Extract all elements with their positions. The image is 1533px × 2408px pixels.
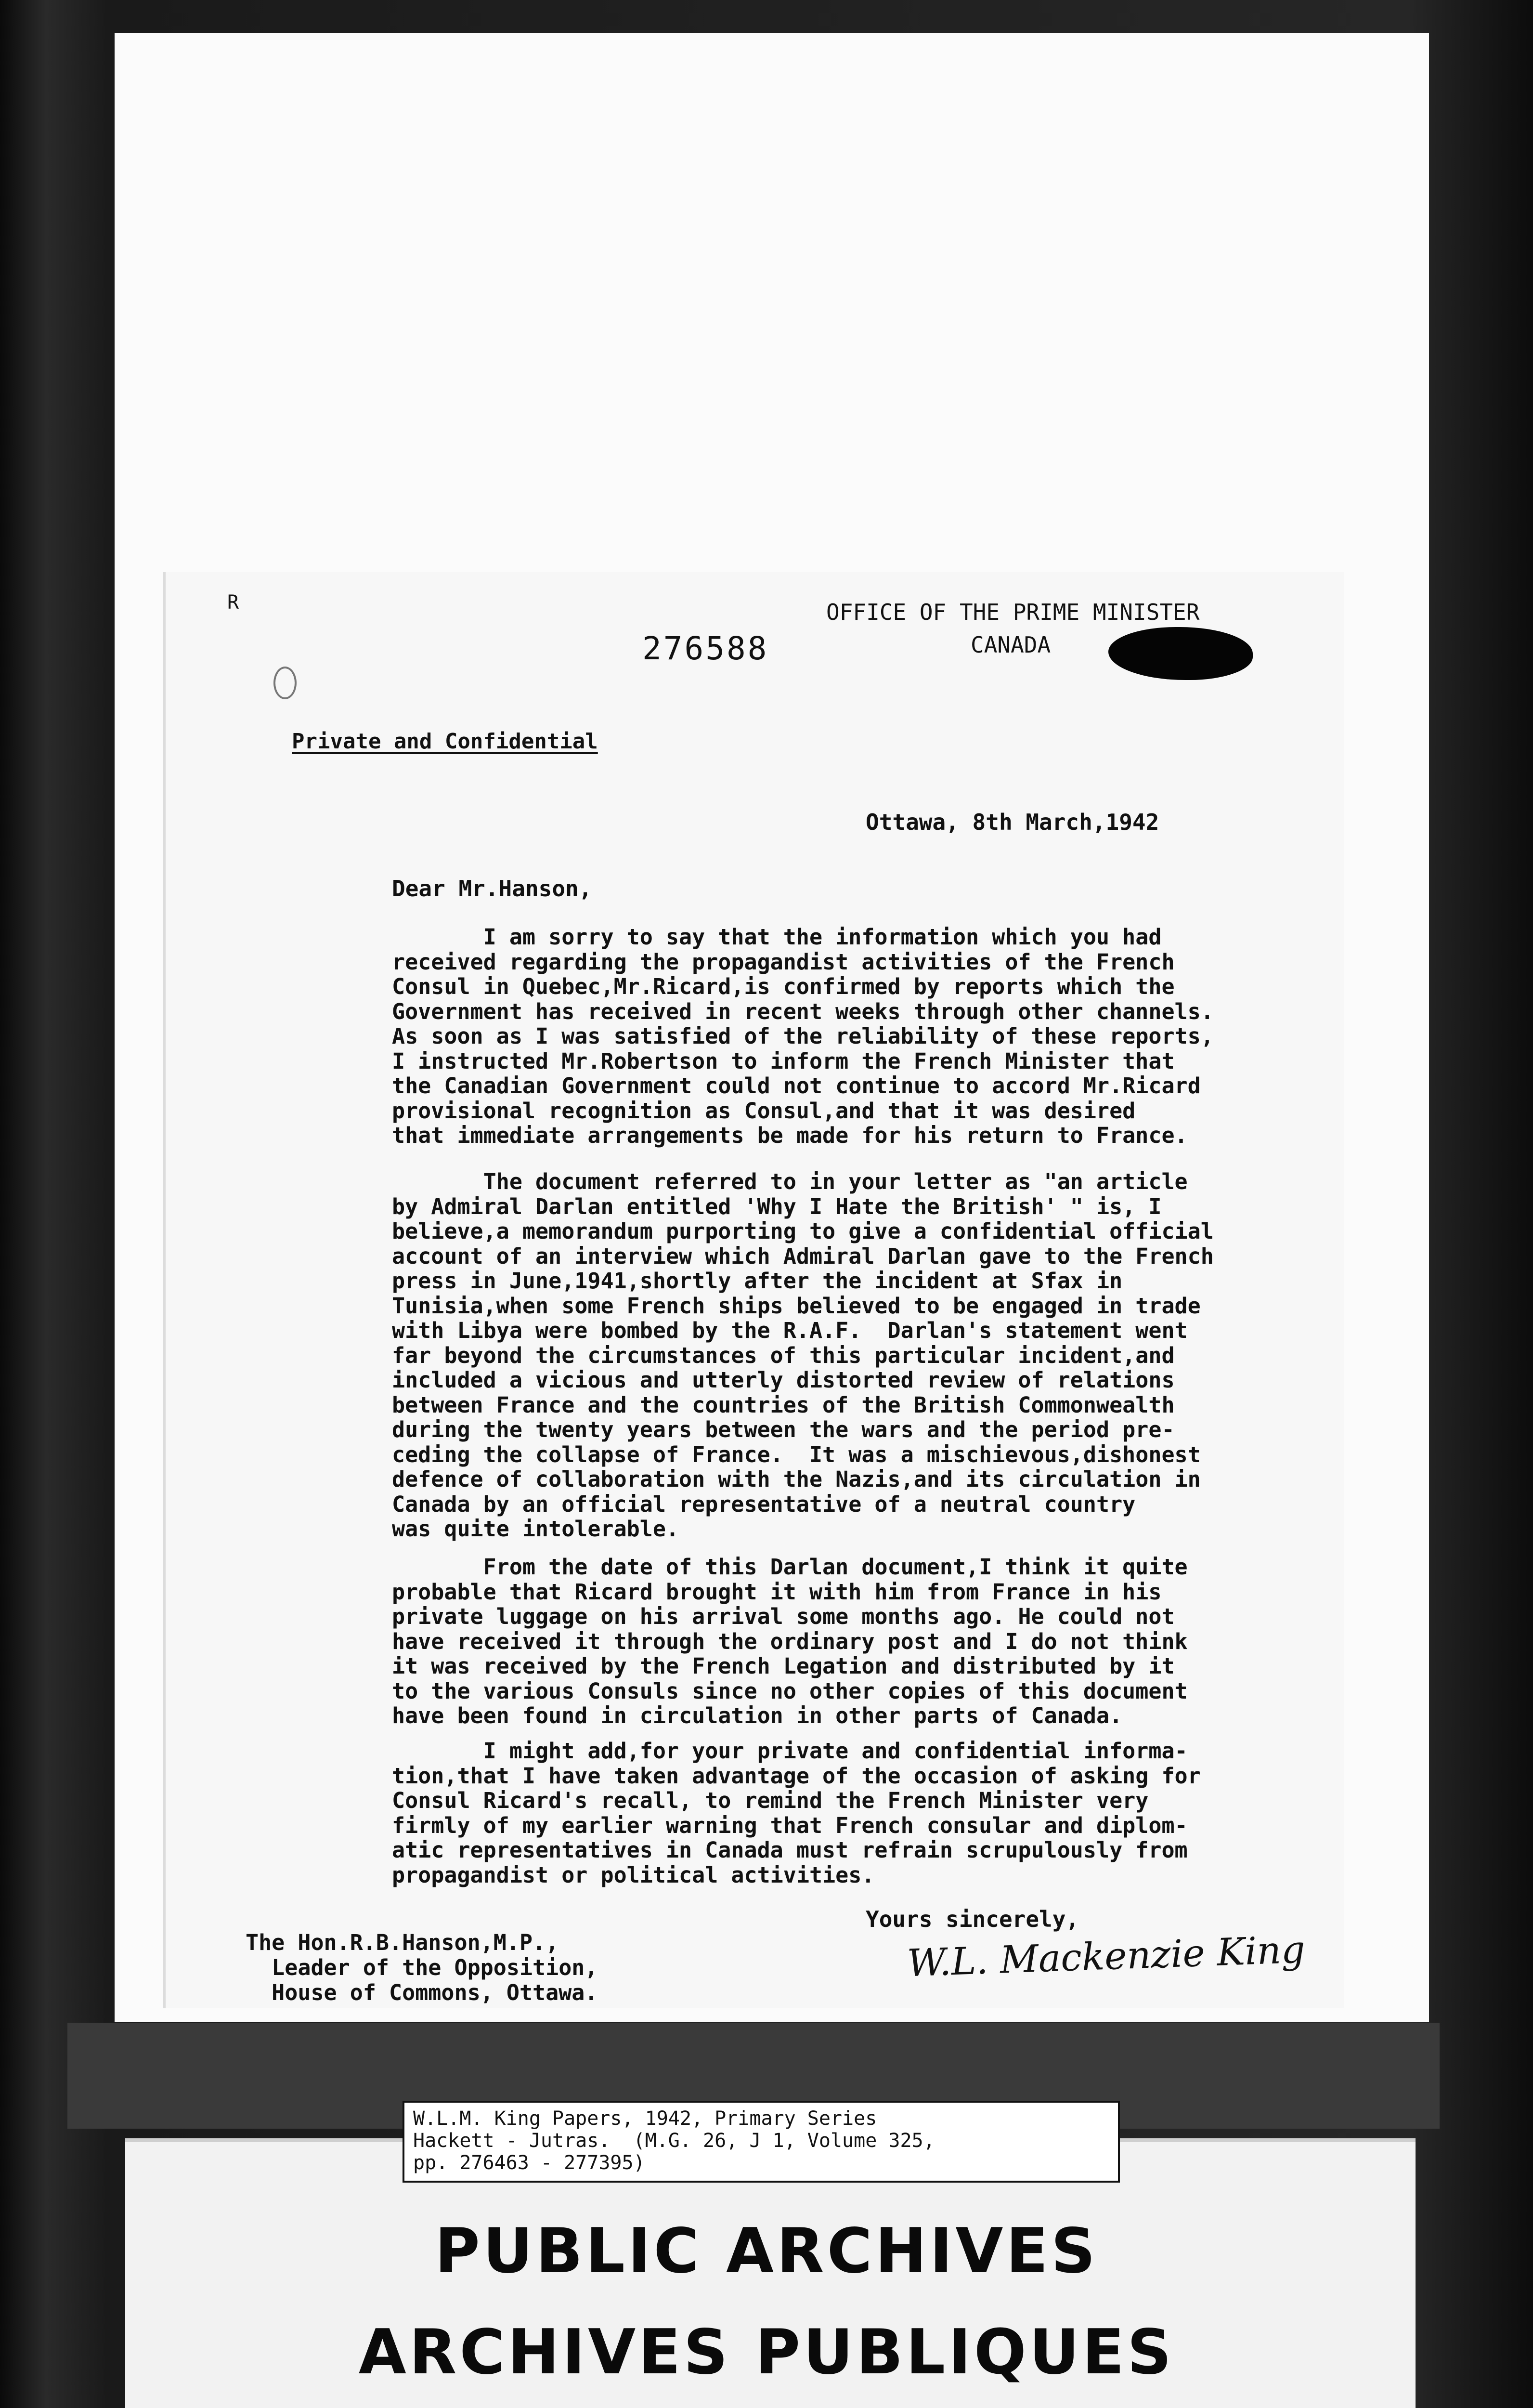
paragraph-line: was quite intolerable. xyxy=(392,1516,679,1542)
paragraph-line: it was received by the French Legation and distributed by it xyxy=(392,1653,1175,1679)
paragraph-line: Consul in Quebec,Mr.Ricard,is confirmed by reports which the xyxy=(392,974,1175,999)
paragraph-line: The document referred to in your letter as "an article xyxy=(392,1169,1188,1194)
paragraph-2 xyxy=(392,1169,1214,1542)
paragraph-line: included a vicious and utterly distorted review of relations xyxy=(392,1367,1175,1393)
paragraph-line: the Canadian Government could not continue to accord Mr.Ricard xyxy=(392,1073,1201,1099)
punch-hole xyxy=(273,667,297,699)
redaction-blot xyxy=(1108,627,1253,680)
paragraph-line: I instructed Mr.Robertson to inform the French Minister that xyxy=(392,1048,1175,1074)
paragraph-line: ceding the collapse of France. It was a mischievous,dishonest xyxy=(392,1441,1201,1467)
file-number: 276588 xyxy=(642,630,769,667)
paragraph-line: that immediate arrangements be made for his return to France. xyxy=(392,1123,1188,1148)
paragraph-line: have received it through the ordinary post and I do not think xyxy=(392,1628,1188,1654)
paragraph-line: Tunisia,when some French ships believed to be engaged in trade xyxy=(392,1293,1201,1319)
paragraph-line: Canada by an official representative of a neutral country xyxy=(392,1491,1136,1517)
paragraph-line: defence of collaboration with the Nazis,and its circulation in xyxy=(392,1466,1201,1492)
paragraph-line: As soon as I was satisfied of the reliability of these reports, xyxy=(392,1023,1214,1049)
archive-stamp-english: PUBLIC ARCHIVES xyxy=(435,2215,1098,2287)
citation-line: Hackett - Jutras. (M.G. 26, J 1, Volume 325, xyxy=(413,2130,935,2152)
paragraph-line: believe,a memorandum purporting to give a confidential official xyxy=(392,1218,1214,1244)
paragraph-line: probable that Ricard brought it with him from France in his xyxy=(392,1579,1162,1605)
paragraph-3 xyxy=(392,1555,1188,1728)
paragraph-4 xyxy=(392,1739,1201,1887)
dateline: Ottawa, 8th March,1942 xyxy=(866,809,1159,835)
paragraph-line: between France and the countries of the British Commonwealth xyxy=(392,1392,1175,1418)
letterhead-country: CANADA xyxy=(971,632,1051,658)
citation-line: pp. 276463 - 277395) xyxy=(413,2152,645,2174)
paragraph-line: have been found in circulation in other parts of Canada. xyxy=(392,1703,1123,1728)
paragraph-line: Government has received in recent weeks through other channels. xyxy=(392,998,1214,1024)
paragraph-line: account of an interview which Admiral Darlan gave to the French xyxy=(392,1243,1214,1269)
paragraph-line: Consul Ricard's recall, to remind the French Minister very xyxy=(392,1788,1149,1813)
paragraph-line: firmly of my earlier warning that French consular and diplom- xyxy=(392,1812,1188,1838)
recipient-block xyxy=(246,1930,598,2005)
paragraph-line: to the various Consuls since no other copies of this document xyxy=(392,1678,1188,1704)
paragraph-line: by Admiral Darlan entitled 'Why I Hate the British' " is, I xyxy=(392,1193,1162,1219)
paragraph-line: propagandist or political activities. xyxy=(392,1862,875,1888)
paragraph-line: private luggage on his arrival some months ago. He could not xyxy=(392,1604,1175,1629)
closing: Yours sincerely, xyxy=(866,1906,1079,1932)
archive-stamp-french: ARCHIVES PUBLIQUES xyxy=(358,2316,1175,2388)
confidential-heading: Private and Confidential xyxy=(292,729,598,754)
paragraph-line: I might add,for your private and confidential informa- xyxy=(392,1738,1188,1764)
letterhead-office: OFFICE OF THE PRIME MINISTER xyxy=(826,599,1200,625)
letter-sheet xyxy=(163,572,1344,2008)
paragraph-line: I am sorry to say that the information which you had xyxy=(392,924,1162,950)
paragraph-line: press in June,1941,shortly after the incident at Sfax in xyxy=(392,1268,1123,1294)
paragraph-line: atic representatives in Canada must refrain scrupulously from xyxy=(392,1837,1188,1863)
paragraph-line: received regarding the propagandist activities of the French xyxy=(392,949,1175,975)
recipient-line: The Hon.R.B.Hanson,M.P., xyxy=(246,1930,559,1955)
margin-mark: R xyxy=(227,591,239,614)
citation-line: W.L.M. King Papers, 1942, Primary Series xyxy=(413,2107,877,2130)
paragraph-line: tion,that I have taken advantage of the occasion of asking for xyxy=(392,1763,1201,1789)
salutation: Dear Mr.Hanson, xyxy=(392,876,592,902)
paragraph-line: provisional recognition as Consul,and that it was desired xyxy=(392,1098,1136,1124)
paragraph-line: From the date of this Darlan document,I think it quite xyxy=(392,1554,1188,1580)
paragraph-line: far beyond the circumstances of this particular incident,and xyxy=(392,1342,1175,1368)
signature: W.L. Mackenzie King xyxy=(906,1928,1306,1986)
recipient-line: House of Commons, Ottawa. xyxy=(246,1980,598,2005)
paragraph-1 xyxy=(392,925,1214,1148)
paragraph-line: during the twenty years between the wars and the period pre- xyxy=(392,1417,1175,1442)
paragraph-line: with Libya were bombed by the R.A.F. Darlan's statement went xyxy=(392,1318,1188,1343)
recipient-line: Leader of the Opposition, xyxy=(246,1955,598,1980)
citation-label xyxy=(403,2101,1120,2183)
